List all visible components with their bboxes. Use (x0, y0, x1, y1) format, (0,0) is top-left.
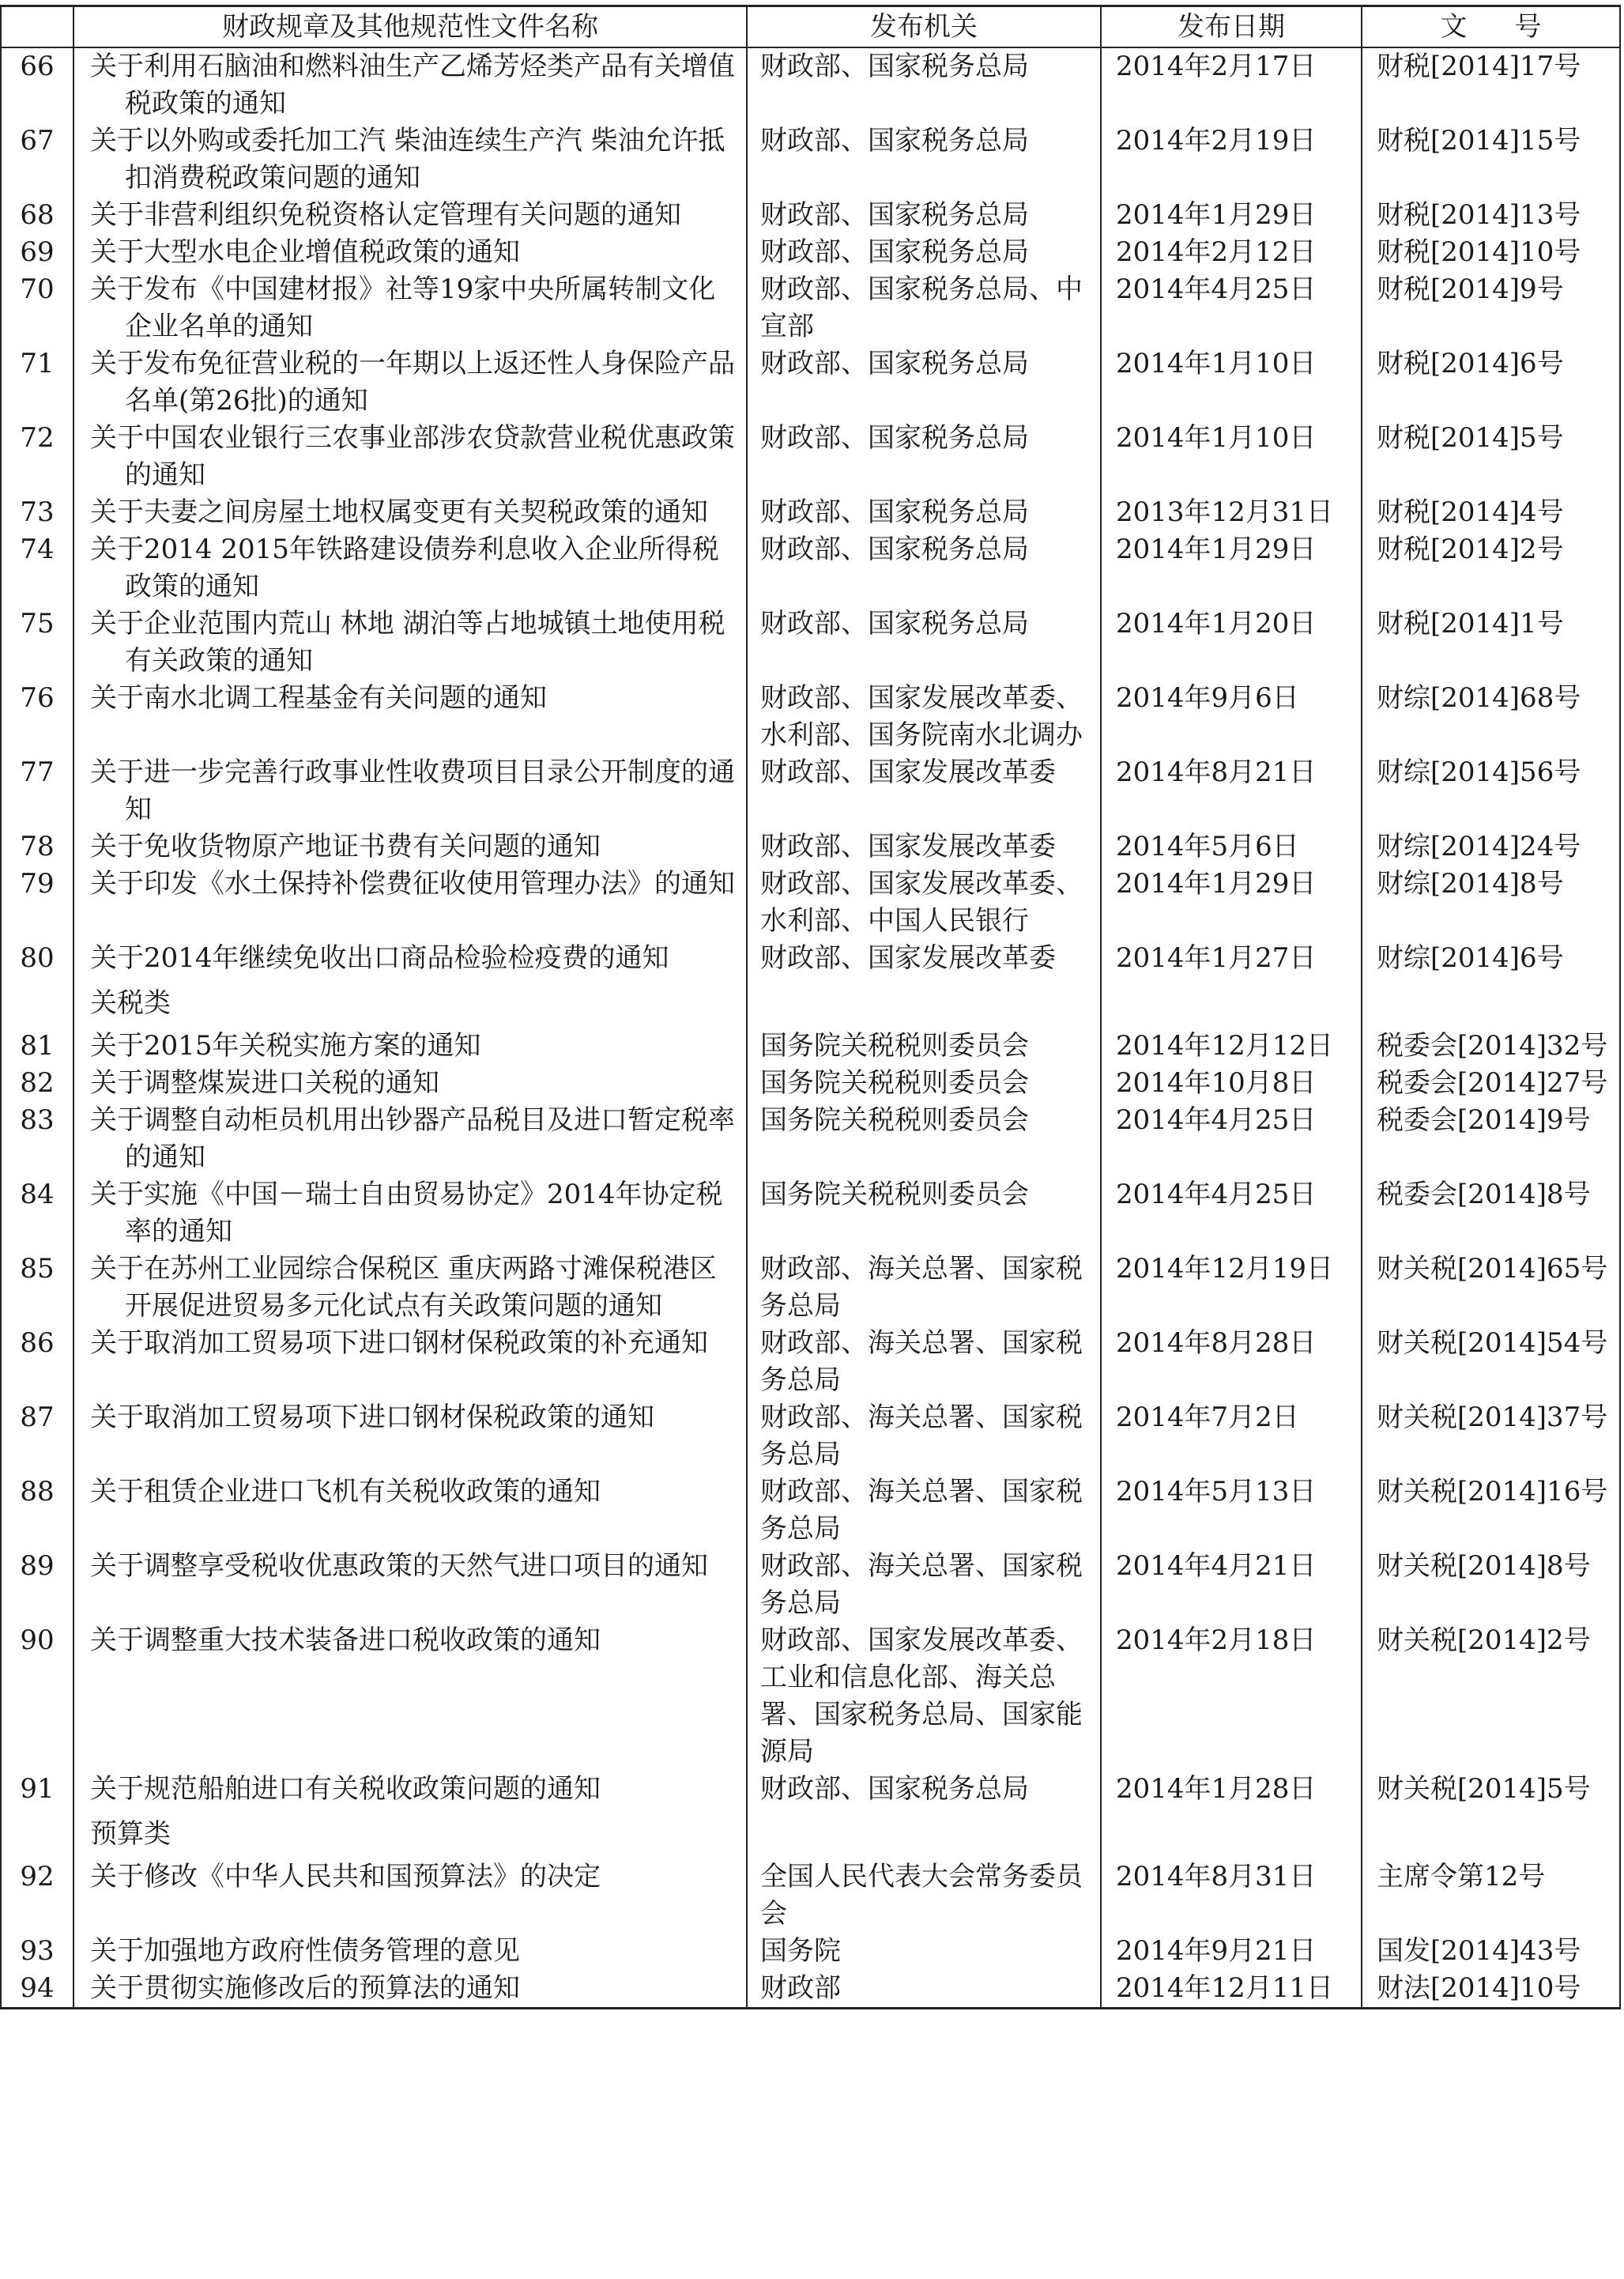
document-code: 财综[2014]68号 (1362, 680, 1620, 754)
issuing-authority: 财政部、国家税务总局 (747, 1771, 1101, 1808)
document-name-cell (73, 1028, 747, 1065)
issuing-authority: 财政部、国家税务总局 (747, 345, 1101, 420)
row-number: 88 (1, 1473, 73, 1548)
issue-date: 2014年12月19日 (1101, 1251, 1362, 1325)
table-row (1, 1473, 1620, 1548)
category-label: 关税类 (73, 977, 747, 1028)
table-row (1, 1622, 1620, 1771)
document-code: 财税[2014]4号 (1362, 494, 1620, 531)
table-row (1, 1771, 1620, 1808)
issuing-authority: 财政部、海关总署、国家税务总局 (747, 1473, 1101, 1548)
row-number: 94 (1, 1970, 73, 2009)
table-row (1, 1858, 1620, 1933)
issue-date: 2014年4月21日 (1101, 1548, 1362, 1622)
document-code: 税委会[2014]9号 (1362, 1102, 1620, 1176)
row-number: 87 (1, 1399, 73, 1473)
document-code: 财综[2014]24号 (1362, 828, 1620, 866)
document-name-cell (73, 1933, 747, 1970)
document-name-cell (73, 1065, 747, 1102)
issuing-authority: 财政部、国家税务总局、中宣部 (747, 271, 1101, 345)
row-number: 66 (1, 47, 73, 123)
issuing-authority: 财政部、海关总署、国家税务总局 (747, 1325, 1101, 1399)
document-code: 财关税[2014]37号 (1362, 1399, 1620, 1473)
table-row (1, 234, 1620, 271)
document-name-cell (73, 754, 747, 828)
document-code: 财关税[2014]54号 (1362, 1325, 1620, 1399)
document-name: 关于取消加工贸易项下进口钢材保税政策的通知 (90, 1402, 654, 1433)
document-code: 国发[2014]43号 (1362, 1933, 1620, 1970)
issuing-authority: 财政部、海关总署、国家税务总局 (747, 1399, 1101, 1473)
document-name-cell (73, 47, 747, 123)
document-code: 财税[2014]13号 (1362, 197, 1620, 234)
table-row (1, 940, 1620, 977)
row-number: 85 (1, 1251, 73, 1325)
document-name-cell (73, 1771, 747, 1808)
issue-date: 2014年8月28日 (1101, 1325, 1362, 1399)
document-name: 关于大型水电企业增值税政策的通知 (90, 236, 520, 268)
table-body (1, 47, 1620, 2009)
document-name: 关于调整享受税收优惠政策的天然气进口项目的通知 (90, 1550, 708, 1582)
row-number: 76 (1, 680, 73, 754)
document-name: 关于进一步完善行政事业性收费项目目录公开制度的通知 (90, 757, 735, 825)
row-number: 70 (1, 271, 73, 345)
row-number: 71 (1, 345, 73, 420)
document-name-cell (73, 1622, 747, 1771)
document-name: 关于取消加工贸易项下进口钢材保税政策的补充通知 (90, 1327, 708, 1359)
table-row (1, 1065, 1620, 1102)
document-name-cell (73, 271, 747, 345)
issuing-authority: 财政部、海关总署、国家税务总局 (747, 1251, 1101, 1325)
document-name: 关于夫妻之间房屋土地权属变更有关契税政策的通知 (90, 496, 708, 528)
document-name-cell (73, 1473, 747, 1548)
issuing-authority: 财政部、国家税务总局 (747, 47, 1101, 123)
issue-date: 2014年10月8日 (1101, 1065, 1362, 1102)
header-org: 发布机关 (747, 6, 1101, 48)
empty-cell (1101, 1808, 1362, 1858)
issue-date: 2014年4月25日 (1101, 1102, 1362, 1176)
table-row (1, 1399, 1620, 1473)
table-row (1, 1325, 1620, 1399)
document-code: 财综[2014]56号 (1362, 754, 1620, 828)
table-row (1, 1102, 1620, 1176)
issuing-authority: 财政部 (747, 1970, 1101, 2009)
document-code: 税委会[2014]32号 (1362, 1028, 1620, 1065)
document-name-cell (73, 828, 747, 866)
document-name-cell (73, 1102, 747, 1176)
issuing-authority: 国务院关税税则委员会 (747, 1102, 1101, 1176)
issue-date: 2014年1月29日 (1101, 866, 1362, 940)
issue-date: 2014年2月17日 (1101, 47, 1362, 123)
empty-cell (1, 977, 73, 1028)
row-number: 92 (1, 1858, 73, 1933)
document-name: 关于2015年关税实施方案的通知 (90, 1030, 481, 1062)
document-name: 关于在苏州工业园综合保税区 重庆两路寸滩保税港区开展促进贸易多元化试点有关政策问题的通知 (90, 1253, 717, 1322)
document-name-cell (73, 1970, 747, 2009)
document-name-cell (73, 940, 747, 977)
row-number: 73 (1, 494, 73, 531)
row-number: 72 (1, 420, 73, 494)
table-row (1, 494, 1620, 531)
issue-date: 2014年2月12日 (1101, 234, 1362, 271)
issue-date: 2014年1月10日 (1101, 420, 1362, 494)
table-row (1, 754, 1620, 828)
document-name-cell (73, 234, 747, 271)
document-name: 关于规范船舶进口有关税收政策问题的通知 (90, 1773, 601, 1805)
row-number: 90 (1, 1622, 73, 1771)
table-row (1, 271, 1620, 345)
row-number: 84 (1, 1176, 73, 1251)
document-name: 关于加强地方政府性债务管理的意见 (90, 1935, 520, 1967)
document-name: 关于调整自动柜员机用出钞器产品税目及进口暂定税率的通知 (90, 1104, 735, 1173)
table-row (1, 345, 1620, 420)
table-row (1, 197, 1620, 234)
category-row (1, 977, 1620, 1028)
regulations-table (0, 5, 1621, 2009)
issuing-authority: 财政部、国家发展改革委 (747, 828, 1101, 866)
document-code: 财法[2014]10号 (1362, 1970, 1620, 2009)
table-row (1, 1251, 1620, 1325)
table-row (1, 866, 1620, 940)
issue-date: 2014年5月6日 (1101, 828, 1362, 866)
issue-date: 2014年1月10日 (1101, 345, 1362, 420)
issuing-authority: 财政部、国家税务总局 (747, 123, 1101, 197)
document-code: 财税[2014]10号 (1362, 234, 1620, 271)
issue-date: 2014年1月27日 (1101, 940, 1362, 977)
document-code: 税委会[2014]8号 (1362, 1176, 1620, 1251)
document-name-cell (73, 197, 747, 234)
row-number: 67 (1, 123, 73, 197)
document-name-cell (73, 1176, 747, 1251)
table-row (1, 1970, 1620, 2009)
document-code: 财税[2014]1号 (1362, 606, 1620, 680)
issue-date: 2014年9月6日 (1101, 680, 1362, 754)
empty-cell (747, 977, 1101, 1028)
document-name-cell (73, 1325, 747, 1399)
table-row (1, 420, 1620, 494)
header-date: 发布日期 (1101, 6, 1362, 48)
row-number: 79 (1, 866, 73, 940)
row-number: 69 (1, 234, 73, 271)
issue-date: 2014年1月20日 (1101, 606, 1362, 680)
empty-cell (1362, 1808, 1620, 1858)
document-name: 关于以外购或委托加工汽 柴油连续生产汽 柴油允许抵扣消费税政策问题的通知 (90, 125, 725, 194)
document-code: 财综[2014]8号 (1362, 866, 1620, 940)
document-code: 财关税[2014]16号 (1362, 1473, 1620, 1548)
table-row (1, 531, 1620, 606)
issuing-authority: 国务院关税税则委员会 (747, 1065, 1101, 1102)
issue-date: 2014年8月31日 (1101, 1858, 1362, 1933)
document-code: 财税[2014]17号 (1362, 47, 1620, 123)
row-number: 93 (1, 1933, 73, 1970)
header-code: 文号 (1362, 6, 1620, 48)
issue-date: 2014年1月28日 (1101, 1771, 1362, 1808)
document-name-cell (73, 1858, 747, 1933)
document-name: 关于调整重大技术装备进口税收政策的通知 (90, 1624, 601, 1656)
issue-date: 2014年4月25日 (1101, 1176, 1362, 1251)
table-row (1, 123, 1620, 197)
document-name-cell (73, 494, 747, 531)
document-name-cell (73, 680, 747, 754)
document-code: 财关税[2014]65号 (1362, 1251, 1620, 1325)
issue-date: 2014年7月2日 (1101, 1399, 1362, 1473)
document-code: 财关税[2014]8号 (1362, 1548, 1620, 1622)
document-name: 关于发布免征营业税的一年期以上返还性人身保险产品名单(第26批)的通知 (90, 348, 735, 417)
document-name: 关于南水北调工程基金有关问题的通知 (90, 682, 547, 714)
row-number: 80 (1, 940, 73, 977)
document-name: 关于修改《中华人民共和国预算法》的决定 (90, 1861, 601, 1892)
document-name: 关于2014 2015年铁路建设债券利息收入企业所得税政策的通知 (90, 534, 719, 602)
issuing-authority: 财政部、国家发展改革委 (747, 940, 1101, 977)
category-label: 预算类 (73, 1808, 747, 1858)
row-number: 91 (1, 1771, 73, 1808)
document-name-cell (73, 1548, 747, 1622)
issue-date: 2014年1月29日 (1101, 197, 1362, 234)
empty-cell (1, 1808, 73, 1858)
issuing-authority: 财政部、国家税务总局 (747, 606, 1101, 680)
header-name: 财政规章及其他规范性文件名称 (73, 6, 747, 48)
document-name: 关于印发《水土保持补偿费征收使用管理办法》的通知 (90, 868, 735, 900)
document-code: 税委会[2014]27号 (1362, 1065, 1620, 1102)
document-code: 财税[2014]9号 (1362, 271, 1620, 345)
table-header (1, 6, 1620, 48)
issuing-authority: 财政部、国家发展改革委、水利部、国务院南水北调办 (747, 680, 1101, 754)
issuing-authority: 财政部、国家税务总局 (747, 494, 1101, 531)
document-name-cell (73, 420, 747, 494)
issue-date: 2014年5月13日 (1101, 1473, 1362, 1548)
issuing-authority: 财政部、国家发展改革委、水利部、中国人民银行 (747, 866, 1101, 940)
table-row (1, 1028, 1620, 1065)
document-code: 财税[2014]6号 (1362, 345, 1620, 420)
document-name-cell (73, 1399, 747, 1473)
document-name-cell (73, 606, 747, 680)
table-row (1, 1176, 1620, 1251)
document-name: 关于2014年继续免收出口商品检验检疫费的通知 (90, 942, 669, 974)
issuing-authority: 国务院关税税则委员会 (747, 1176, 1101, 1251)
row-number: 75 (1, 606, 73, 680)
table-row (1, 1933, 1620, 1970)
issuing-authority: 财政部、国家发展改革委、工业和信息化部、海关总署、国家税务总局、国家能源局 (747, 1622, 1101, 1771)
header-num (1, 6, 73, 48)
issuing-authority: 财政部、国家发展改革委 (747, 754, 1101, 828)
issuing-authority: 全国人民代表大会常务委员会 (747, 1858, 1101, 1933)
row-number: 82 (1, 1065, 73, 1102)
table-row (1, 47, 1620, 123)
row-number: 74 (1, 531, 73, 606)
document-code: 财税[2014]15号 (1362, 123, 1620, 197)
issuing-authority: 财政部、国家税务总局 (747, 197, 1101, 234)
table-row (1, 1548, 1620, 1622)
document-name-cell (73, 345, 747, 420)
document-name: 关于企业范围内荒山 林地 湖泊等占地城镇土地使用税有关政策的通知 (90, 608, 725, 677)
issue-date: 2014年1月29日 (1101, 531, 1362, 606)
issuing-authority: 财政部、国家税务总局 (747, 531, 1101, 606)
document-name-cell (73, 123, 747, 197)
document-name: 关于贯彻实施修改后的预算法的通知 (90, 1972, 520, 2004)
issuing-authority: 国务院 (747, 1933, 1101, 1970)
table-row (1, 828, 1620, 866)
document-name: 关于发布《中国建材报》社等19家中央所属转制文化企业名单的通知 (90, 274, 716, 342)
issuing-authority: 国务院关税税则委员会 (747, 1028, 1101, 1065)
document-code: 财税[2014]2号 (1362, 531, 1620, 606)
document-name: 关于免收货物原产地证书费有关问题的通知 (90, 831, 601, 862)
empty-cell (1362, 977, 1620, 1028)
document-name: 关于中国农业银行三农事业部涉农贷款营业税优惠政策的通知 (90, 422, 735, 491)
document-code: 财综[2014]6号 (1362, 940, 1620, 977)
row-number: 77 (1, 754, 73, 828)
issuing-authority: 财政部、海关总署、国家税务总局 (747, 1548, 1101, 1622)
issue-date: 2014年12月11日 (1101, 1970, 1362, 2009)
issue-date: 2014年2月19日 (1101, 123, 1362, 197)
row-number: 78 (1, 828, 73, 866)
issue-date: 2014年12月12日 (1101, 1028, 1362, 1065)
issuing-authority: 财政部、国家税务总局 (747, 420, 1101, 494)
document-name: 关于调整煤炭进口关税的通知 (90, 1067, 439, 1099)
document-code: 财关税[2014]2号 (1362, 1622, 1620, 1771)
table-row (1, 606, 1620, 680)
document-name: 关于租赁企业进口飞机有关税收政策的通知 (90, 1476, 601, 1507)
row-number: 86 (1, 1325, 73, 1399)
empty-cell (747, 1808, 1101, 1858)
issue-date: 2014年4月25日 (1101, 271, 1362, 345)
document-code: 财税[2014]5号 (1362, 420, 1620, 494)
table-row (1, 680, 1620, 754)
document-name: 关于利用石脑油和燃料油生产乙烯芳烃类产品有关增值税政策的通知 (90, 51, 735, 119)
issue-date: 2014年8月21日 (1101, 754, 1362, 828)
document-name: 关于非营利组织免税资格认定管理有关问题的通知 (90, 199, 681, 231)
row-number: 83 (1, 1102, 73, 1176)
issue-date: 2014年9月21日 (1101, 1933, 1362, 1970)
document-code: 财关税[2014]5号 (1362, 1771, 1620, 1808)
document-name-cell (73, 1251, 747, 1325)
issuing-authority: 财政部、国家税务总局 (747, 234, 1101, 271)
document-name-cell (73, 866, 747, 940)
row-number: 89 (1, 1548, 73, 1622)
row-number: 81 (1, 1028, 73, 1065)
document-code: 主席令第12号 (1362, 1858, 1620, 1933)
issue-date: 2013年12月31日 (1101, 494, 1362, 531)
document-name-cell (73, 531, 747, 606)
row-number: 68 (1, 197, 73, 234)
category-row (1, 1808, 1620, 1858)
document-name: 关于实施《中国－瑞士自由贸易协定》2014年协定税率的通知 (90, 1179, 723, 1247)
issue-date: 2014年2月18日 (1101, 1622, 1362, 1771)
empty-cell (1101, 977, 1362, 1028)
